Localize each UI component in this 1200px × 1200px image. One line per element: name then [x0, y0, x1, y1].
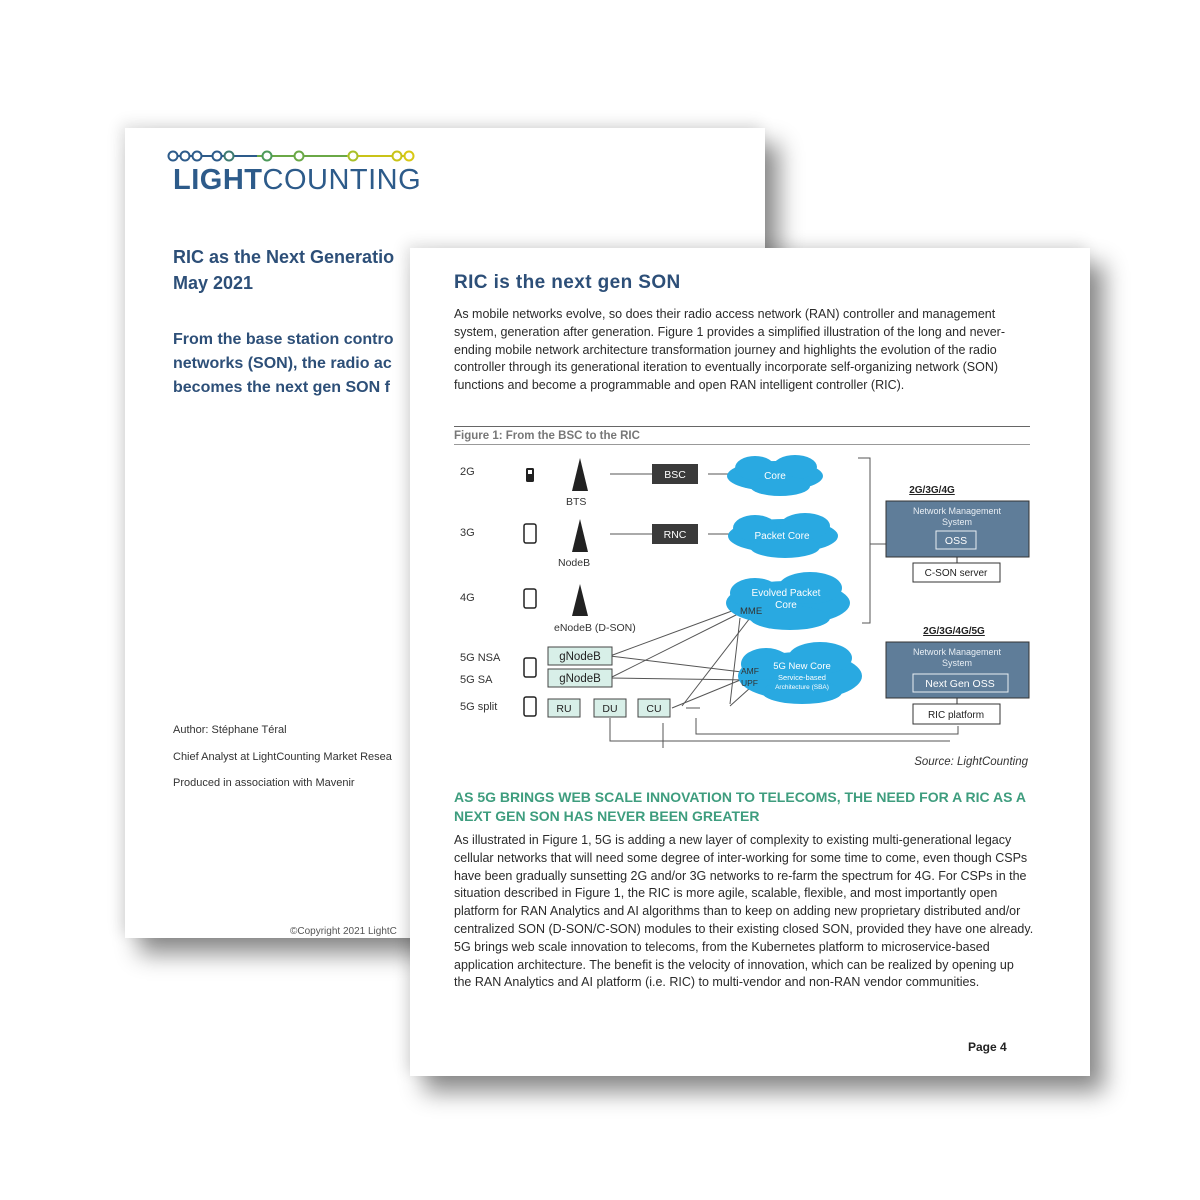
- oss-label: OSS: [944, 535, 968, 547]
- nodeb-antenna-icon: [572, 519, 588, 552]
- smartphone-icon: [524, 658, 536, 677]
- nms-legacy-label-1: Network Management: [912, 506, 1002, 516]
- ru-label: RU: [556, 703, 572, 715]
- nms-5g-label-2: System: [941, 658, 973, 668]
- architecture-diagram: [450, 448, 1050, 748]
- smartphone-icon: [524, 697, 536, 716]
- epc-label-2: Core: [775, 600, 797, 611]
- row-label-4g: 4G: [460, 592, 475, 604]
- du-label: DU: [602, 703, 618, 715]
- section-heading: AS 5G BRINGS WEB SCALE INNOVATION TO TELECOMS, THE NEED FOR A RIC AS A NEXT GEN SON HAS NEVER BEEN GREATER: [454, 789, 1026, 824]
- bsc-label: BSC: [664, 469, 686, 481]
- enodeb-label: eNodeB (D-SON): [554, 622, 636, 634]
- logo-dots-icon: [167, 148, 427, 164]
- enodeb-antenna-icon: [572, 584, 588, 616]
- section-title: RIC is the next gen SON: [454, 272, 681, 293]
- figure-source: Source: LightCounting: [914, 756, 1028, 768]
- gen-5g-label: 2G/3G/4G/5G: [923, 626, 985, 637]
- upf-label: UPF: [741, 678, 758, 688]
- feature-phone-icon: [526, 468, 534, 482]
- 5g-core-label-2: Service-based: [778, 673, 826, 682]
- gen-legacy-label: 2G/3G/4G: [909, 485, 955, 496]
- mme-label: MME: [740, 606, 763, 617]
- report-subtitle: From the base station contro networks (SON), the radio ac becomes the next gen SON f: [173, 331, 394, 396]
- nodeb-label: NodeB: [558, 557, 591, 569]
- row-label-5g-sa: 5G SA: [460, 674, 493, 686]
- body-paragraph: As illustrated in Figure 1, 5G is adding a new layer of complexity to existing multi-generational legacy cellular networks that will need some degree of inter-working for some time to come, even though CSPs have been gradually sunsetting 2G and/or 3G networks to re-farm the spectrum for 4G. For CSPs in the situation described in Figure 1, the RIC is more agile, scalable, flexible, and most importantly open platform for RAN Analytics and AI algorithms than to keep on adding new proprietary distributed and/or centralized SON (D-SON/C-SON) modules to their existing closed SON, provided they have one already. 5G brings web scale innovation to telecoms, from the Kubernetes platform to microservice-based application architecture. The benefit is the velocity of innovation, which can be realized by opening up the RAN Analytics and AI platform (i.e. RIC) to multi-vendor and non-RAN vendor communities.: [454, 833, 1034, 990]
- nms-5g-label-1: Network Management: [912, 647, 1002, 657]
- logo: LIGHTCOUNTING: [173, 164, 422, 196]
- smartphone-icon: [524, 589, 536, 608]
- figure-caption: Figure 1: From the BSC to the RIC: [454, 426, 1030, 445]
- nms-legacy-label-2: System: [941, 517, 973, 527]
- produced-note: Produced in association with Mavenir: [173, 777, 355, 789]
- row-label-5g-split: 5G split: [460, 701, 498, 713]
- 5g-core-label-3: Architecture (SBA): [775, 684, 829, 691]
- author: Author: Stéphane Téral: [173, 724, 287, 736]
- intro-paragraph: As mobile networks evolve, so does their radio access network (RAN) controller and management system, generation after generation. Figure 1 provides a simplified illustration of the long and never-ending mobile network architecture transformation journey and highlights the evolution of the radio controller through its generational iteration to eventually incorporate self-organizing network (SON) functions and become a programmable and open RAN intelligent controller (RIC).: [454, 307, 1005, 393]
- gnodeb-sa-label: gNodeB: [559, 673, 601, 685]
- author-role: Chief Analyst at LightCounting Market Resea: [173, 751, 392, 763]
- 5g-core-label-1: 5G New Core: [773, 661, 831, 672]
- core-label: Core: [764, 471, 786, 482]
- smartphone-icon: [524, 524, 536, 543]
- copyright: ©Copyright 2021 LightC: [290, 926, 397, 937]
- report-title: RIC as the Next Generatio May 2021: [173, 247, 395, 293]
- amf-label: AMF: [741, 666, 759, 676]
- epc-label-1: Evolved Packet: [751, 588, 821, 599]
- gnodeb-nsa-label: gNodeB: [559, 651, 601, 663]
- bts-label: BTS: [566, 496, 587, 508]
- row-label-5g-nsa: 5G NSA: [460, 652, 501, 664]
- cson-server-label: C-SON server: [924, 568, 988, 579]
- row-label-2g: 2G: [460, 466, 475, 478]
- row-label-3g: 3G: [460, 527, 475, 539]
- report-page-4: [410, 248, 1090, 1076]
- cu-label: CU: [646, 703, 662, 715]
- next-gen-oss-label: Next Gen OSS: [925, 678, 995, 690]
- page-number: Page 4: [968, 1040, 1007, 1054]
- rnc-label: RNC: [663, 529, 687, 541]
- ric-platform-label: RIC platform: [927, 710, 985, 721]
- bts-antenna-icon: [572, 458, 588, 491]
- packet-core-label: Packet Core: [754, 531, 810, 542]
